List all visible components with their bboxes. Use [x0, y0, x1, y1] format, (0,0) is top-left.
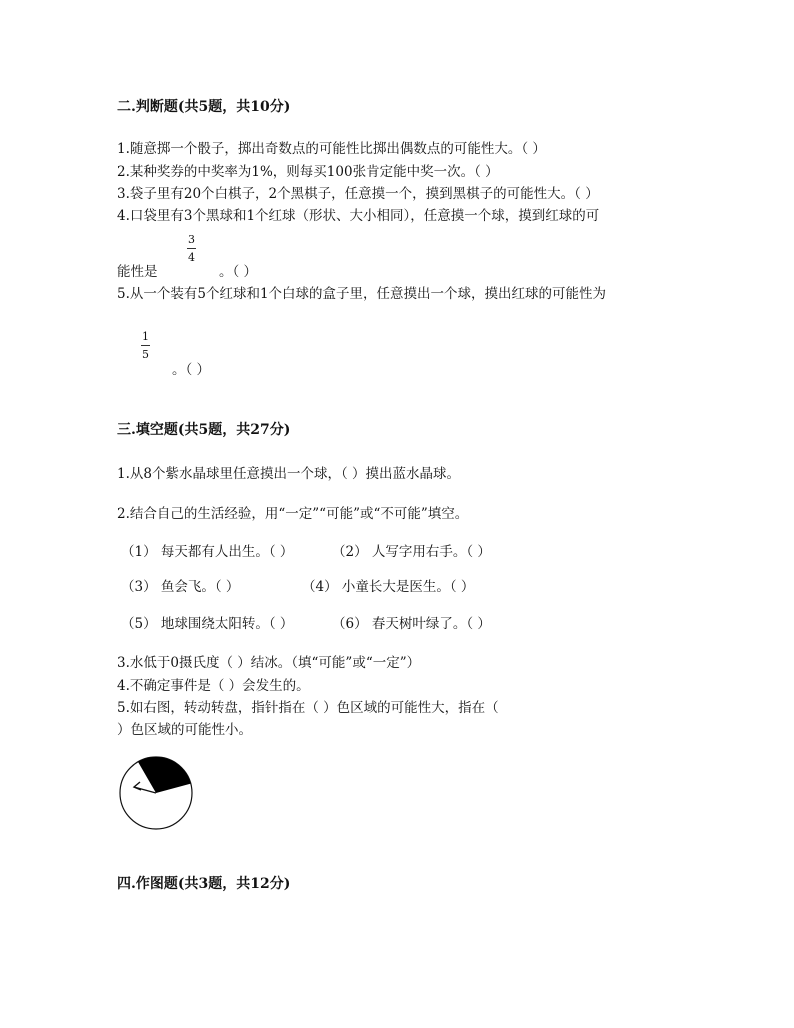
section-3-title: 三.填空题(共5题，共27分) [117, 422, 291, 438]
s2-question-4-line1: 4.口袋里有3个黑球和1个红球（形状、大小相同），任意摸一个球，摸到红球的可 [117, 208, 600, 224]
s3-question-3: 3.水低于0摄氏度（ ）结冰。（填“可能”或“一定”） [117, 655, 421, 671]
s2-question-3: 3.袋子里有20个白棋子，2个黑棋子，任意摸一个，摸到黑棋子的可能性大。（ ） [117, 186, 599, 202]
fraction-denominator: 5 [142, 348, 149, 361]
s2-q5-fraction [141, 331, 150, 360]
s3-q2-item-5: （5） 地球围绕太阳转。（ ） [121, 616, 294, 632]
section-2-title: 二.判断题(共5题，共10分) [117, 99, 291, 115]
s3-question-1: 1.从8个紫水晶球里任意摸出一个球，（ ）摸出蓝水晶球。 [117, 466, 461, 482]
s3-q2-item-2: （2） 人写字用右手。（ ） [332, 544, 491, 560]
s2-question-4-tail: 。（ ） [219, 264, 258, 280]
s2-question-1: 1.随意掷一个骰子，掷出奇数点的可能性比掷出偶数点的可能性大。（ ） [117, 141, 546, 157]
s3-q2-item-4: （4） 小童长大是医生。（ ） [302, 579, 475, 595]
s3-question-5-line1: 5.如右图，转动转盘，指针指在（ ）色区域的可能性大，指在（ [117, 700, 499, 716]
s2-question-4-line2: 能性是 [117, 264, 158, 280]
fraction-numerator: 1 [142, 330, 149, 343]
s3-q2-item-1: （1） 每天都有人出生。（ ） [121, 544, 294, 560]
s2-question-2: 2.某种奖券的中奖率为1%，则每买100张肯定能中奖一次。（ ） [117, 164, 499, 180]
s3-q2-item-6: （6） 春天树叶绿了。（ ） [332, 616, 491, 632]
fraction-numerator: 3 [188, 233, 195, 246]
s2-question-5-line1: 5.从一个装有5个红球和1个白球的盒子里，任意摸出一个球，摸出红球的可能性为 [117, 286, 607, 302]
spinner-figure [116, 753, 196, 833]
s2-q4-fraction [187, 234, 196, 263]
s3-question-4: 4.不确定事件是（ ）会发生的。 [117, 678, 310, 694]
s3-question-5-line2: ）色区域的可能性小。 [117, 722, 252, 738]
s2-question-5-tail: 。（ ） [172, 362, 211, 378]
s3-question-2: 2.结合自己的生活经验，用“一定”“可能”或“不可能”填空。 [117, 506, 469, 522]
section-4-title: 四.作图题(共3题，共12分) [117, 876, 291, 892]
s3-q2-item-3: （3） 鱼会飞。（ ） [121, 579, 240, 595]
fraction-denominator: 4 [188, 251, 195, 264]
